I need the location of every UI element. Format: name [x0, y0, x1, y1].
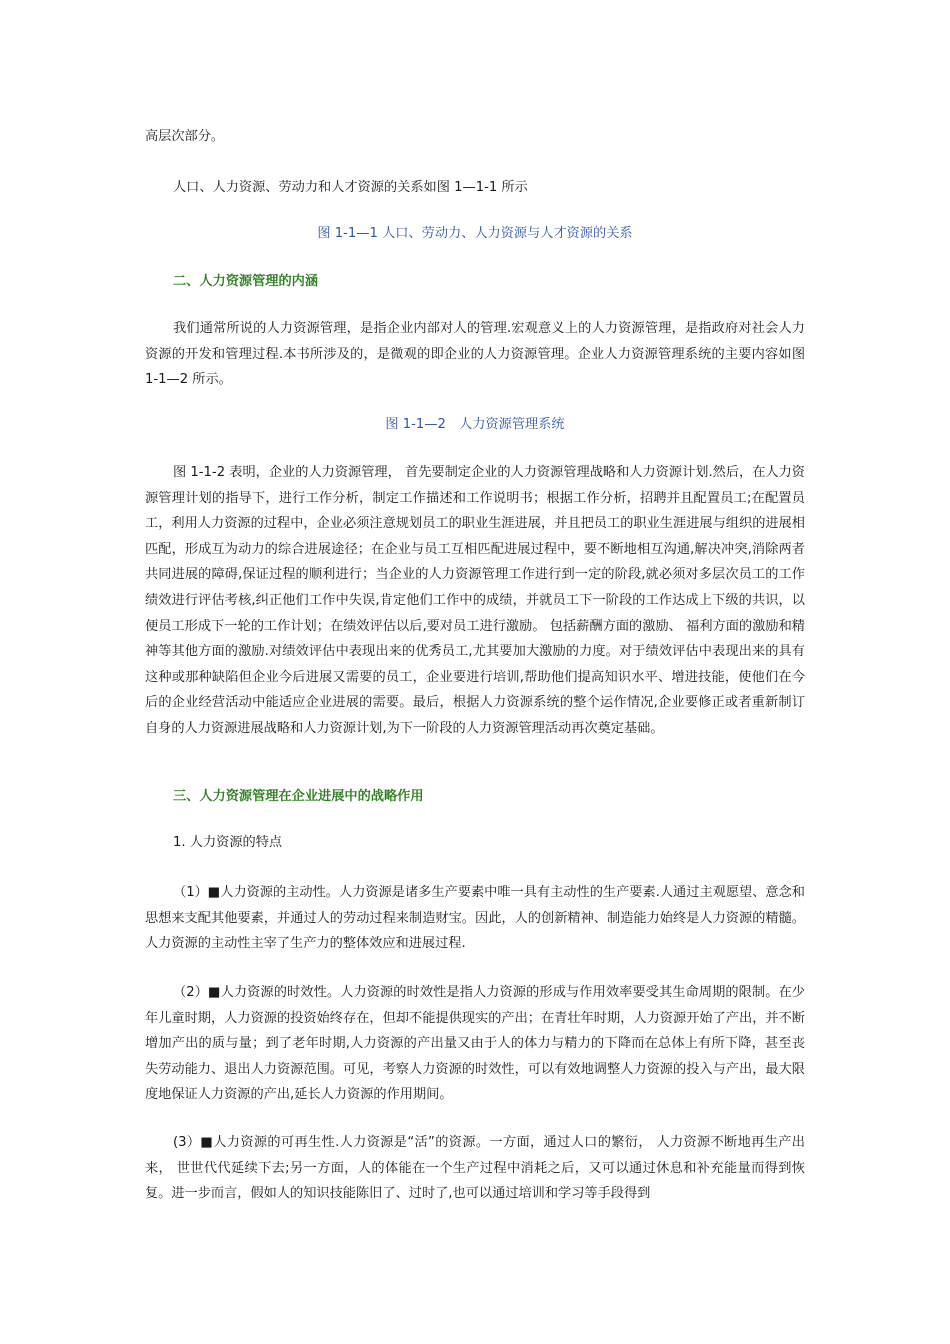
- item-initiative: （1）■人力资源的主动性。人力资源是诸多生产要素中唯一具有主动性的生产要素.人通过主观愿望、意念和思想来支配其他要素，并通过人的劳动过程来制造财宝。因此，人的创新精神、制造能力始终是人力资源的精髓。人力资源的主动性主宰了生产力的整体效应和进展过程.: [145, 885, 805, 952]
- subheading-1: 1. 人力资源的特点: [173, 835, 283, 850]
- figure-caption-2: 图 1-1—2 人力资源管理系统: [385, 417, 565, 432]
- paragraph-meaning: 我们通常所说的人力资源管理，是指企业内部对人的管理.宏观意义上的人力资源管理，是指政府对社会人力资源的开发和管理过程.本书所涉及的，是微观的即企业的人力资源管理。企业人力资源管理系统的主要内容如图 1-1—2 所示。: [145, 321, 805, 388]
- item-timeliness: （2）■人力资源的时效性。人力资源的时效性是指人力资源的形成与作用效率要受其生命周期的限制。在少年儿童时期，人力资源的投资始终存在，但却不能提供现实的产出；在青壮年时期，人力资源开始了产出，并不断增加产出的质与量；到了老年时期,人力资源的产出量又由于人的体力与精力的下降而在总体上有所下降，甚至丧失劳动能力、退出人力资源范围。可见，考察人力资源的时效性，可以有效地调整人力资源的投入与产出，最大限度地保证人力资源的产出,延长人力资源的作用期间。: [145, 985, 805, 1103]
- section-heading-2: 二、人力资源管理的内涵: [173, 274, 319, 289]
- paragraph-system: 图 1-1-2 表明，企业的人力资源管理， 首先要制定企业的人力资源管理战略和人力资源计划.然后，在人力资源管理计划的指导下，进行工作分析，制定工作描述和工作说明书；根据工作分析，招聘并且配置员工;在配置员工，利用人力资源的过程中，企业必须注意规划员工的职业生涯进展，并且把员工的职业生涯进展与组织的进展相匹配，形成互为动力的综合进展途径；在企业与员工互相匹配进展过程中，要不断地相互沟通,解决冲突,消除两者共同进展的障碍,保证过程的顺利进行；当企业的人力资源管理工作进行到一定的阶段,就必须对多层次员工的工作绩效进行评估考核,纠正他们工作中失误,肯定他们工作中的成绩，并就员工下一阶段的工作达成上下级的共识，以便员工形成下一轮的工作计划；在绩效评估以后,要对员工进行激励。 包括薪酬方面的激励、 福利方面的激励和精神等其他方面的激励.对绩效评估中表现出来的优秀员工,尤其要加大激励的力度。对于绩效评估中表现出来的具有这种或那种缺陷但企业今后进展又需要的员工，企业要进行培训,帮助他们提高知识水平、增进技能，使他们在今后的企业经营活动中能适应企业进展的需要。最后，根据人力资源系统的整个运作情况,企业要修正或者重新制订自身的人力资源进展战略和人力资源计划,为下一阶段的人力资源管理活动再次奠定基础。: [145, 465, 805, 736]
- figure-caption-1: 图 1-1—1 人口、劳动力、人力资源与人才资源的关系: [317, 226, 633, 241]
- section-heading-3: 三、人力资源管理在企业进展中的战略作用: [173, 789, 424, 804]
- item-renewability: (3）■人力资源的可再生性.人力资源是“活”的资源。一方面，通过人口的繁衍， 人力资源不断地再生产出来， 世世代代延续下去;另一方面，人的体能在一个生产过程中消耗之后，又可以通过休息和补充能量而得到恢复。进一步而言，假如人的知识技能陈旧了、过时了,也可以通过培训和学习等手段得到: [145, 1135, 805, 1202]
- paragraph-relation: 人口、人力资源、劳动力和人才资源的关系如图 1—1-1 所示: [173, 180, 528, 195]
- paragraph-top: 高层次部分。: [145, 129, 225, 144]
